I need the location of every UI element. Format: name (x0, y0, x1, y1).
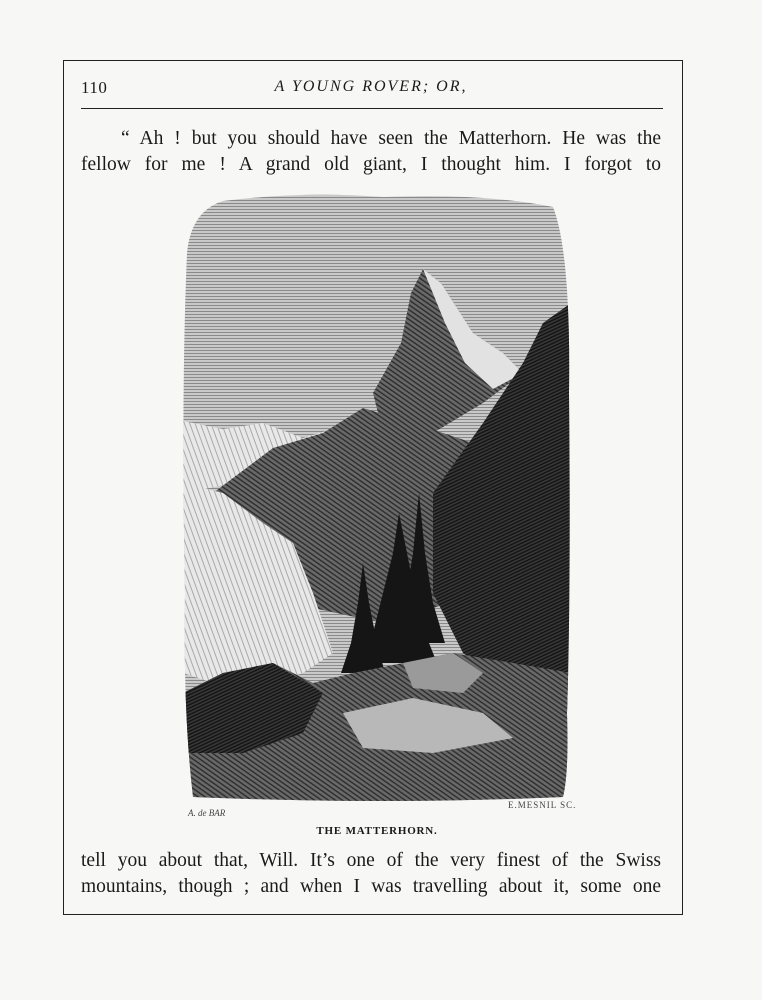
illustration-caption: THE MATTERHORN. (316, 825, 438, 837)
page-number: 110 (81, 78, 108, 97)
text-line-4: mountains, though ; and when I was travelling about it, some one (81, 876, 661, 897)
engraver-credit: E.MESNIL SC. (508, 800, 577, 810)
artist-credit: A. de BAR (188, 808, 226, 818)
running-head: A YOUNG ROVER; OR, (274, 78, 468, 95)
header-rule (81, 108, 663, 109)
text-line-1: “ Ah ! but you should have seen the Matterhorn. He was the (121, 128, 661, 149)
text-line-2: fellow for me ! A grand old giant, I thought him. I forgot to (81, 154, 661, 175)
matterhorn-engraving (183, 193, 571, 803)
text-line-3: tell you about that, Will. It’s one of the very finest of the Swiss (81, 850, 661, 871)
page-header (81, 74, 661, 108)
